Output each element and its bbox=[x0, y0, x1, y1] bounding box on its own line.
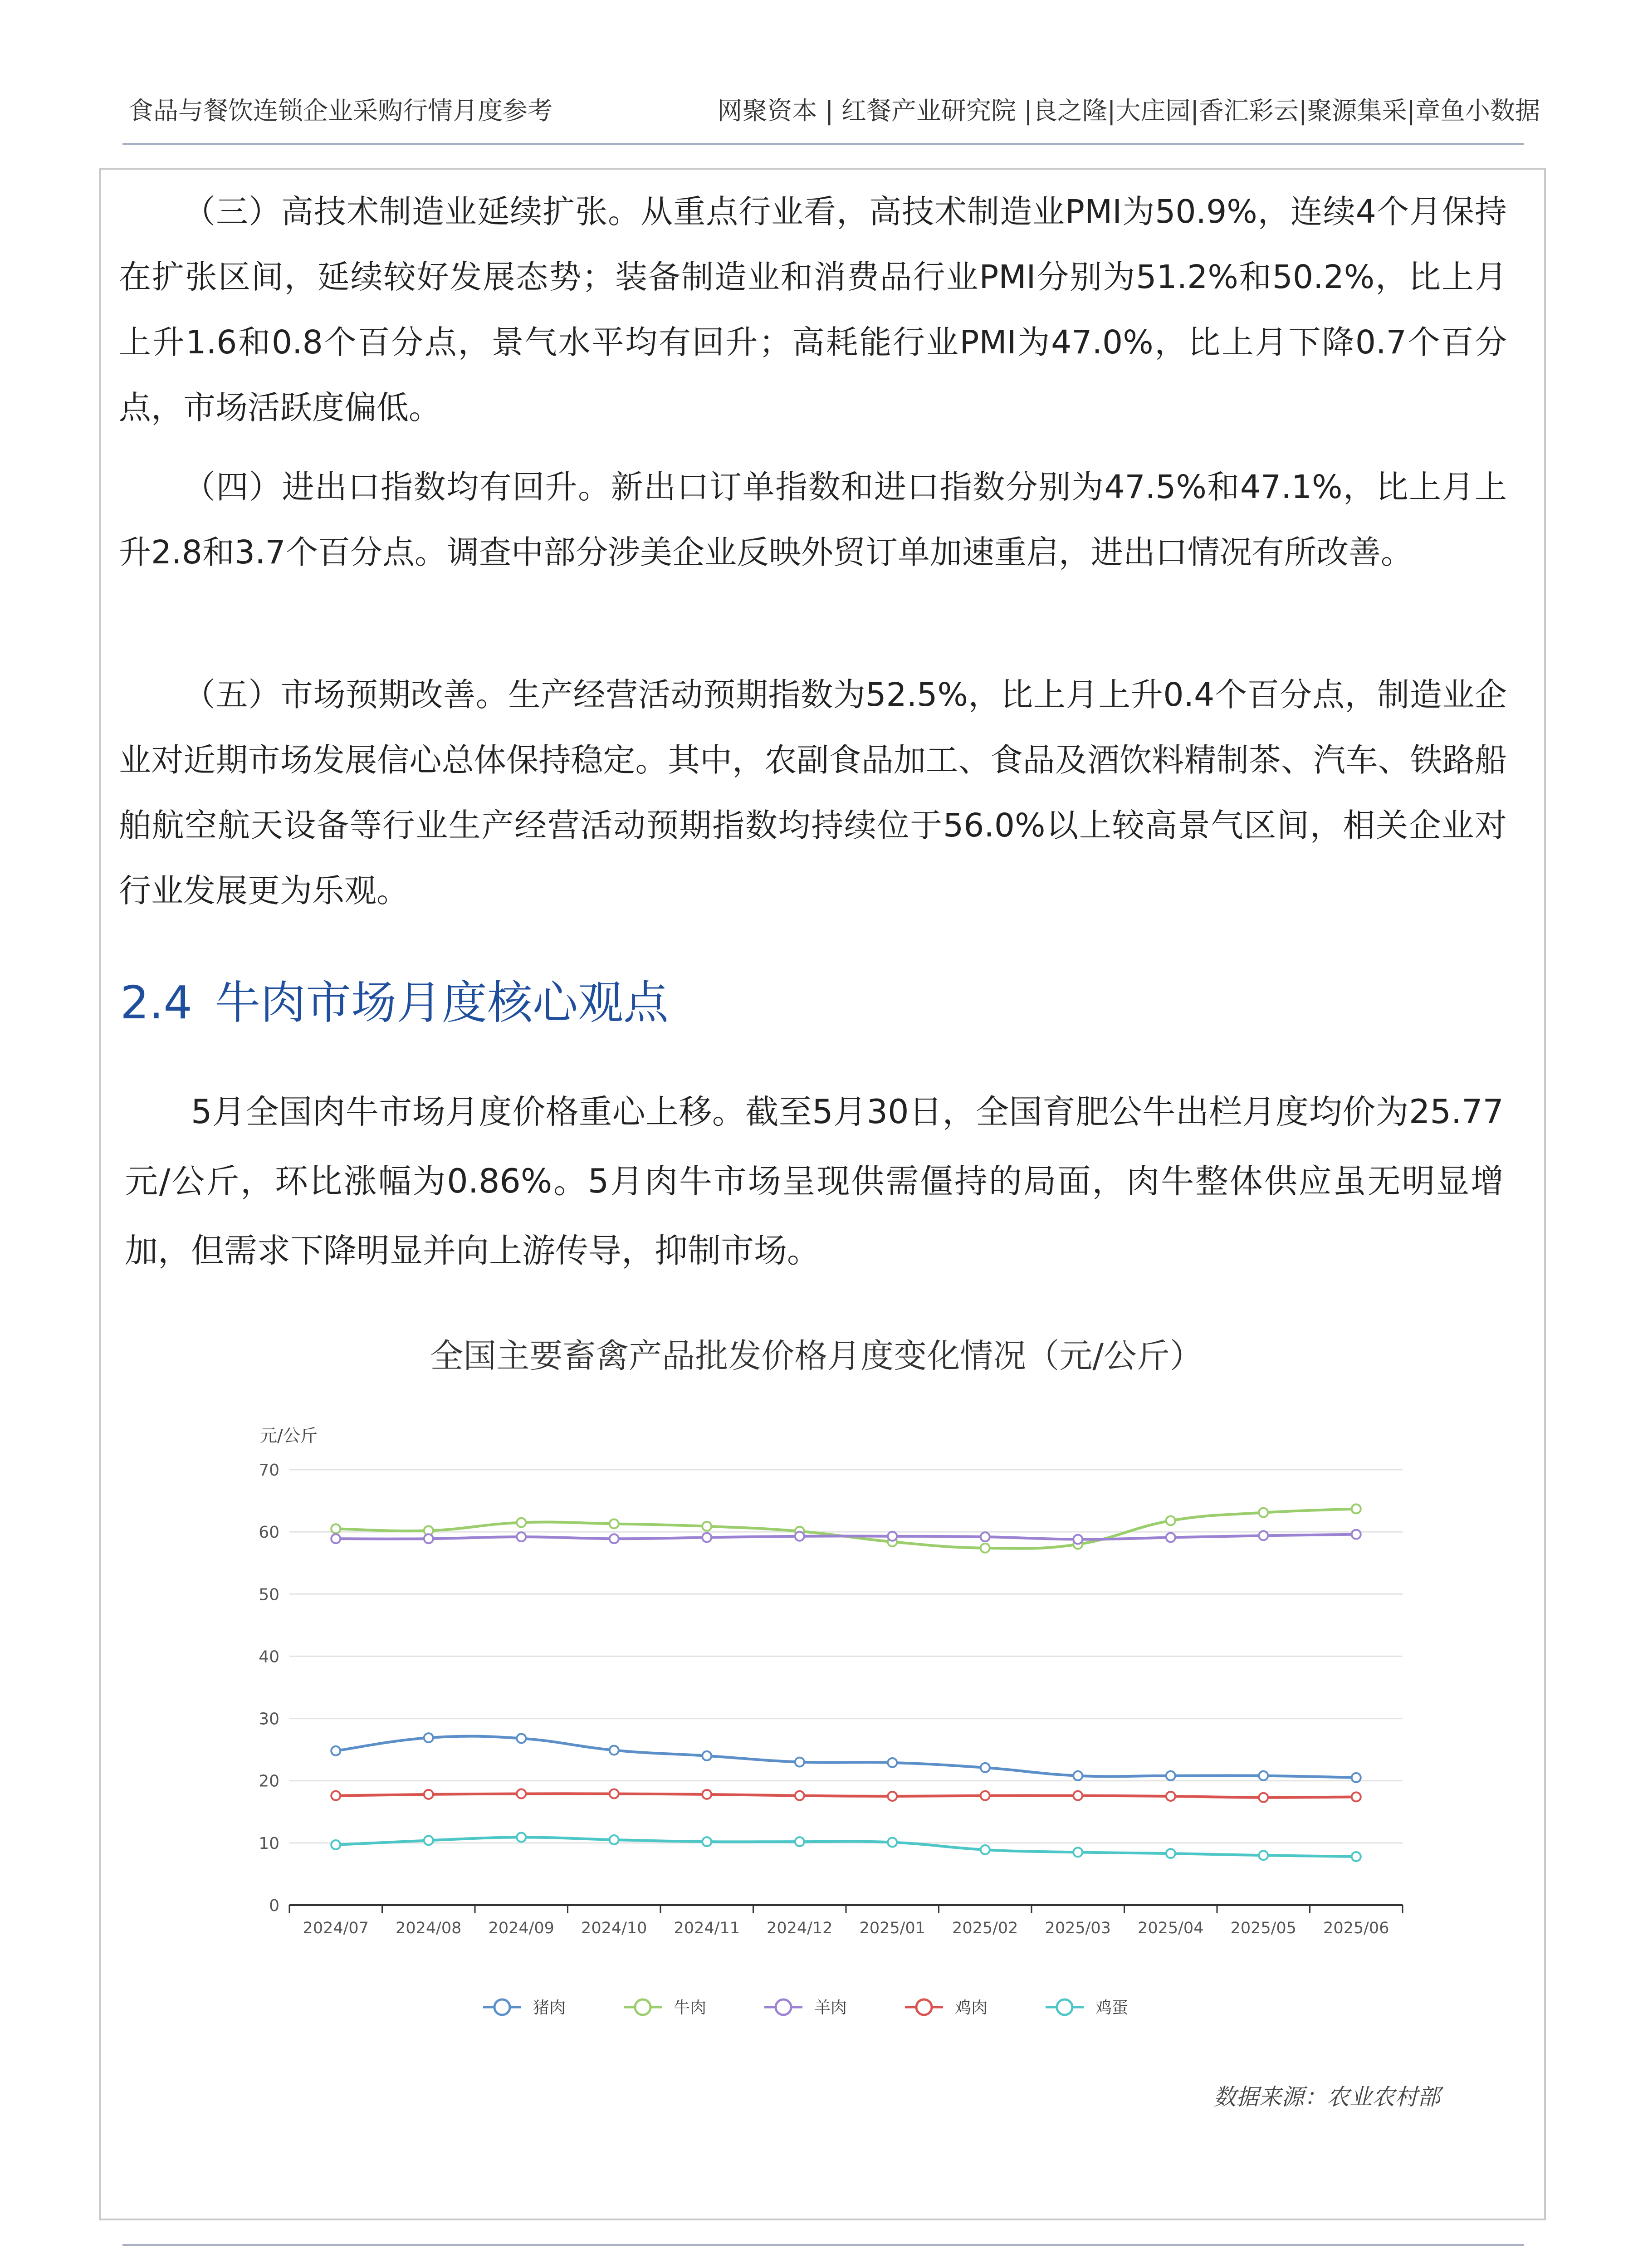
legend-label: 鸡蛋 bbox=[1095, 1999, 1129, 2017]
x-tick-label: 2024/10 bbox=[581, 1919, 647, 1937]
x-tick-label: 2025/06 bbox=[1323, 1919, 1389, 1937]
y-tick-label: 40 bbox=[259, 1647, 279, 1667]
y-tick-label: 50 bbox=[259, 1585, 279, 1604]
x-tick-label: 2024/11 bbox=[674, 1919, 740, 1937]
y-tick-label: 30 bbox=[259, 1710, 279, 1729]
x-tick-label: 2025/01 bbox=[859, 1919, 925, 1937]
x-tick-label: 2025/02 bbox=[952, 1919, 1018, 1937]
document-header-sources: 网聚资本 | 红餐产业研究院 |良之隆|大庄园|香汇彩云|聚源集采|章鱼小数据 bbox=[717, 96, 1540, 125]
legend-label: 鸡肉 bbox=[955, 1999, 988, 2017]
x-tick-label: 2025/04 bbox=[1138, 1919, 1204, 1937]
paragraph-market-expectations: （五）市场预期改善。生产经营活动预期指数为52.5%，比上月上升0.4个百分点，制造业企业对近期市场发展信心总体保持稳定。其中，农副食品加工、食品及酒饮料精制茶、汽车、铁路船舶航空航天设备等行业生产经营活动预期指数均持续位于56.0%以上较高景气区间，相关企业对行业发展更为乐观。 bbox=[119, 676, 1507, 909]
section-number: 2.4 bbox=[120, 976, 193, 1029]
data-source-note: 数据来源：农业农村部 bbox=[1213, 2084, 1440, 2110]
paragraph-high-tech-manufacturing: （三）高技术制造业延续扩张。从重点行业看，高技术制造业PMI为50.9%，连续4个月保持在扩张区间，延续较好发展态势；装备制造业和消费品行业PMI分别为51.2%和50.2%，比上月上升1.6和0.8个百分点，景气水平均有回升；高耗能行业PMI为47.0%，比上月下降0.7个百分点，市场活跃度偏低。 bbox=[119, 193, 1507, 426]
y-tick-label: 20 bbox=[259, 1772, 279, 1791]
x-tick-label: 2024/09 bbox=[488, 1919, 554, 1937]
section-heading bbox=[120, 966, 669, 1031]
section-title: 牛肉市场月度核心观点 bbox=[215, 976, 669, 1029]
paragraph-beef-market: 5月全国肉牛市场月度价格重心上移。截至5月30日，全国育肥公牛出栏月度均价为25.77元/公斤，环比涨幅为0.86%。5月肉牛市场呈现供需僵持的局面，肉牛整体供应虽无明显增加，但需求下降明显并向上游传导，抑制市场。 bbox=[125, 1093, 1504, 1270]
legend-label: 牛肉 bbox=[674, 1999, 707, 2017]
y-axis-unit-label: 元/公斤 bbox=[260, 1426, 318, 1446]
header-divider bbox=[122, 143, 1524, 145]
x-tick-label: 2025/03 bbox=[1045, 1919, 1111, 1937]
document-header-title: 食品与餐饮连锁企业采购行情月度参考 bbox=[128, 96, 553, 125]
x-tick-label: 2024/08 bbox=[396, 1919, 462, 1937]
footer-divider bbox=[122, 2244, 1524, 2246]
x-tick-label: 2024/12 bbox=[767, 1919, 833, 1937]
x-tick-label: 2025/05 bbox=[1230, 1919, 1296, 1937]
y-tick-label: 10 bbox=[259, 1834, 279, 1853]
x-tick-label: 2024/07 bbox=[303, 1919, 369, 1937]
y-tick-label: 0 bbox=[269, 1897, 279, 1915]
legend-label: 羊肉 bbox=[814, 1999, 847, 2017]
y-tick-label: 60 bbox=[259, 1523, 279, 1542]
paragraph-import-export: （四）进出口指数均有回升。新出口订单指数和进口指数分别为47.5%和47.1%，比上月上升2.8和3.7个百分点。调查中部分涉美企业反映外贸订单加速重启，进出口情况有所改善。 bbox=[119, 468, 1507, 571]
legend-label: 猪肉 bbox=[533, 1999, 566, 2017]
y-tick-label: 70 bbox=[259, 1461, 279, 1480]
chart-title: 全国主要畜禽产品批发价格月度变化情况（元/公斤） bbox=[430, 1337, 1203, 1375]
